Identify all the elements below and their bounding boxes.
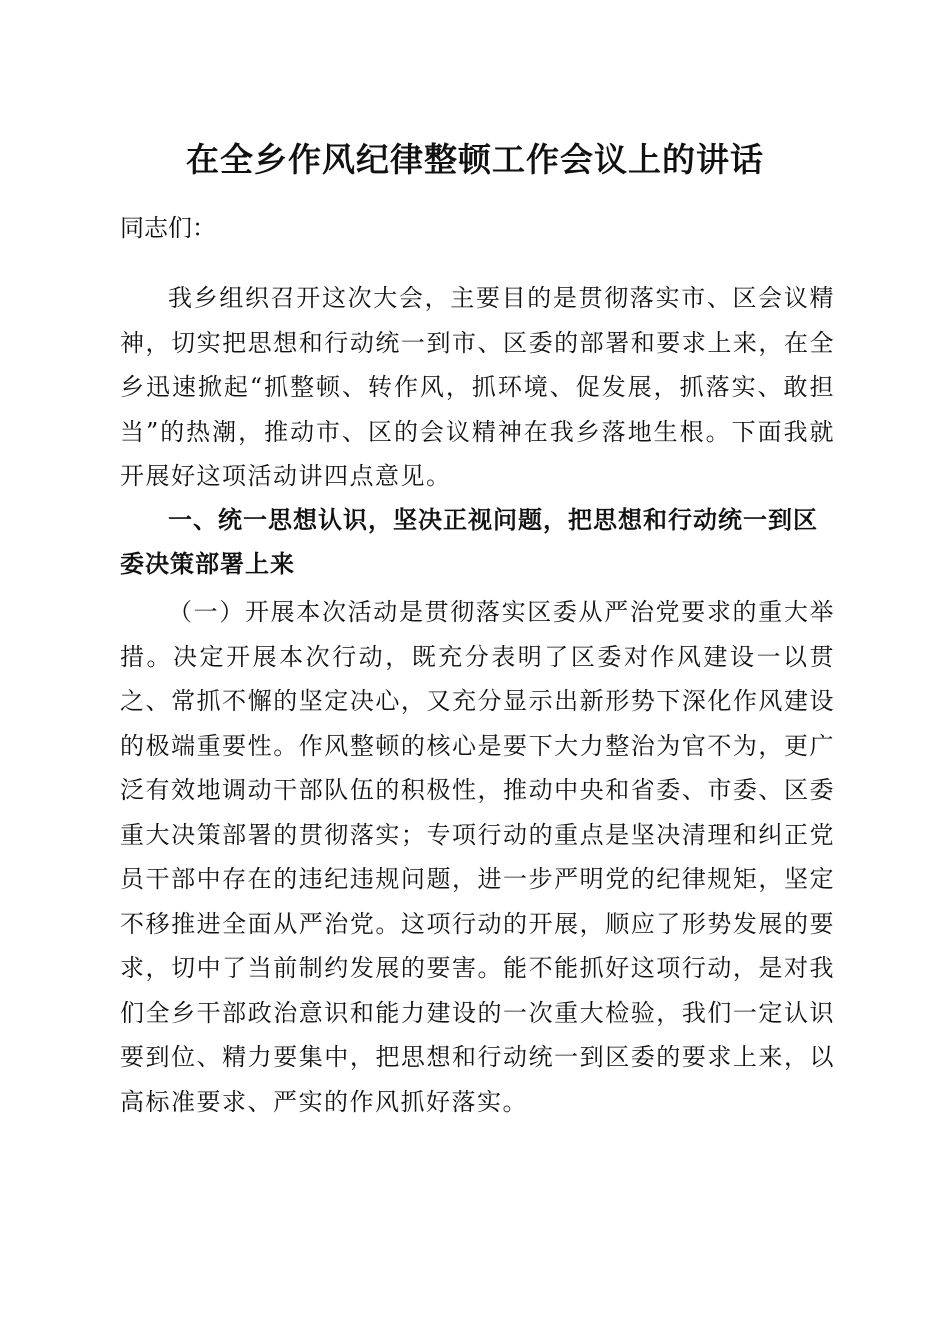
- document-title: 在全乡作风纪律整顿工作会议上的讲话: [186, 140, 764, 179]
- intro-paragraph: 我乡组织召开这次大会，主要目的是贯彻落实市、区会议精神，切实把思想和行动统一到市、区委的部署和要求上来，在全乡迅速掀起“抓整顿、转作风，抓环境、促发展，抓落实、敢担当”的热潮，推动市、区的会议精神在我乡落地生根。下面我就开展好这项活动讲四点意见。: [120, 284, 835, 490]
- salutation: 同志们：: [120, 214, 216, 242]
- section-heading: 一、统一思想认识，坚决正视问题，把思想和行动统一到区委决策部署上来: [120, 506, 818, 578]
- section-paragraph: （一）开展本次活动是贯彻落实区委从严治党要求的重大举措。决定开展本次行动，既充分表明了区委对作风建设一以贯之、常抓不懈的坚定决心，又充分显示出新形势下深化作风建设的极端重要性。作风整顿的核心是要下大力整治为官不为，更广泛有效地调动干部队伍的积极性，推动中央和省委、市委、区委重大决策部署的贯彻落实；专项行动的重点是坚决清理和纠正党员干部中存在的违纪违规问题，进一步严明党的纪律规矩，坚定不移推进全面从严治党。这项行动的开展，顺应了形势发展的要求，切中了当前制约发展的要害。能不能抓好这项行动，是对我们全乡干部政治意识和能力建设的一次重大检验，我们一定认识要到位、精力要集中，把思想和行动统一到区委的要求上来，以高标准要求、严实的作风抓好落实。: [120, 598, 835, 1116]
